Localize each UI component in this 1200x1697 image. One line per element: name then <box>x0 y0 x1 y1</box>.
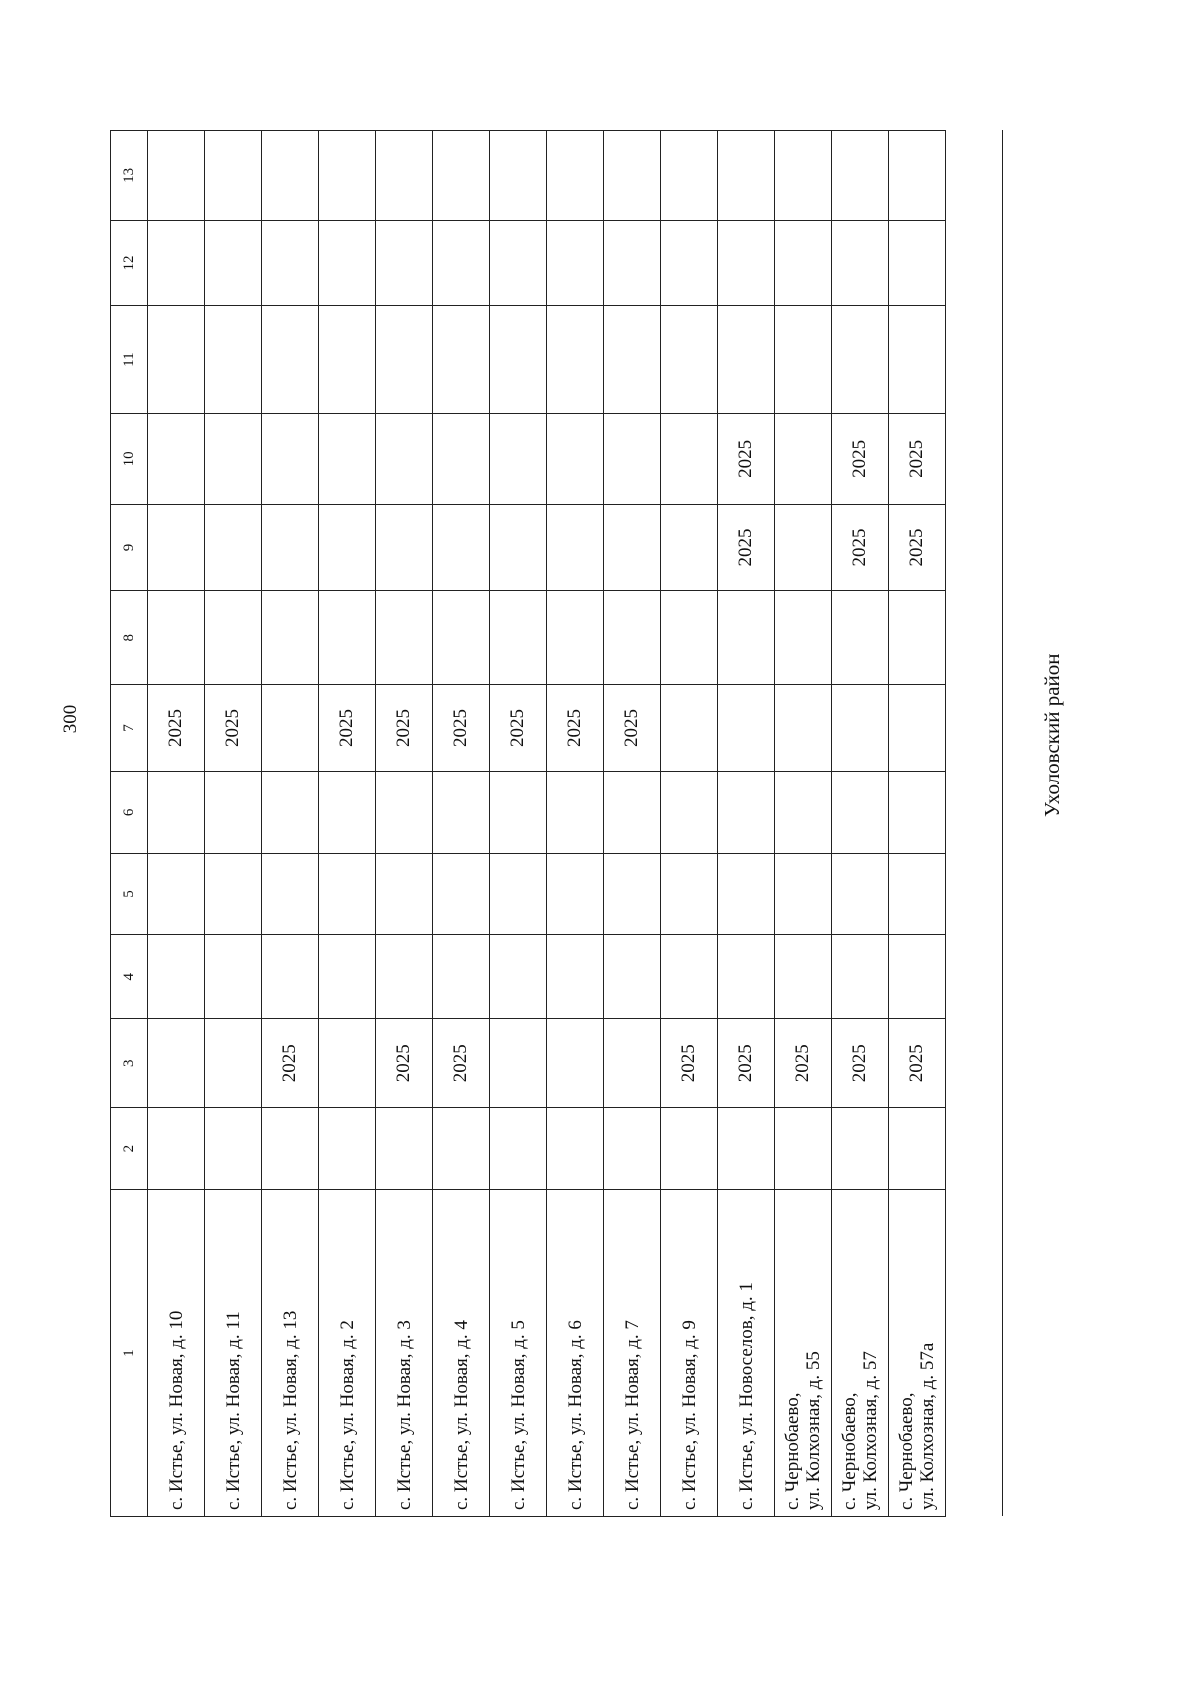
value-cell <box>433 853 490 934</box>
address-line: ул. Колхозная, д. 57 <box>860 1351 881 1510</box>
value-cell <box>205 771 262 853</box>
blank-cell <box>946 504 1003 590</box>
table-body <box>111 131 1003 1517</box>
value-cell <box>148 1108 205 1190</box>
value-cell: 2025 <box>148 685 205 771</box>
value-cell <box>718 853 775 934</box>
value-cell <box>661 853 718 934</box>
value-cell: 2025 <box>490 685 547 771</box>
blank-cell <box>946 1019 1003 1108</box>
value-cell <box>433 504 490 590</box>
value-cell <box>376 306 433 414</box>
address-line: с. Истье, ул. Новая, д. 4 <box>450 1320 472 1510</box>
value-cell <box>262 1108 319 1190</box>
table-row <box>889 131 946 1517</box>
value-cell <box>604 504 661 590</box>
value-cell <box>433 591 490 685</box>
value-cell <box>319 935 376 1019</box>
value-cell: 2025 <box>547 685 604 771</box>
value-cell <box>661 1108 718 1190</box>
value-cell <box>604 853 661 934</box>
value-cell <box>889 306 946 414</box>
value-cell <box>604 935 661 1019</box>
address-line: ул. Колхозная, д. 55 <box>803 1351 824 1510</box>
address-cell <box>490 1190 547 1517</box>
address-line: с. Чернобаево, <box>896 1392 917 1510</box>
value-cell <box>832 306 889 414</box>
value-cell <box>775 1108 832 1190</box>
value-cell <box>262 771 319 853</box>
address-cell <box>832 1190 889 1517</box>
address-cell <box>718 1190 775 1517</box>
value-cell <box>604 591 661 685</box>
value-cell <box>547 853 604 934</box>
column-header: 9 <box>111 504 148 590</box>
value-cell <box>547 504 604 590</box>
table-row <box>832 131 889 1517</box>
value-cell <box>490 131 547 221</box>
blank-cell <box>946 1108 1003 1190</box>
value-cell <box>547 306 604 414</box>
column-header: 1 <box>111 1190 148 1517</box>
value-cell <box>661 306 718 414</box>
value-cell <box>718 771 775 853</box>
value-cell <box>319 220 376 305</box>
table-row <box>148 131 205 1517</box>
address-line: с. Истье, ул. Новая, д. 9 <box>678 1320 700 1510</box>
value-cell <box>205 220 262 305</box>
value-cell <box>148 131 205 221</box>
blank-cell <box>946 685 1003 771</box>
table-row <box>376 131 433 1517</box>
value-cell <box>718 1108 775 1190</box>
value-cell <box>205 1019 262 1108</box>
value-cell: 2025 <box>889 1019 946 1108</box>
table-row <box>547 131 604 1517</box>
address-line: с. Истье, ул. Новая, д. 2 <box>336 1320 358 1510</box>
value-cell <box>832 591 889 685</box>
blank-cell <box>946 853 1003 934</box>
address-line: с. Истье, ул. Новая, д. 6 <box>564 1320 586 1510</box>
value-cell <box>661 414 718 505</box>
value-cell <box>832 220 889 305</box>
value-cell <box>376 771 433 853</box>
value-cell <box>604 771 661 853</box>
address-cell <box>775 1190 832 1517</box>
value-cell <box>775 220 832 305</box>
value-cell <box>148 935 205 1019</box>
blank-cell <box>946 131 1003 221</box>
value-cell <box>490 220 547 305</box>
address-cell <box>889 1190 946 1517</box>
value-cell <box>718 685 775 771</box>
value-cell <box>376 935 433 1019</box>
blank-cell <box>946 1190 1003 1517</box>
value-cell: 2025 <box>376 1019 433 1108</box>
value-cell <box>433 771 490 853</box>
value-cell <box>832 685 889 771</box>
value-cell <box>319 1019 376 1108</box>
value-cell <box>547 771 604 853</box>
value-cell <box>205 853 262 934</box>
address-cell <box>205 1190 262 1517</box>
value-cell <box>889 220 946 305</box>
value-cell <box>661 504 718 590</box>
address-line: с. Чернобаево, <box>782 1392 803 1510</box>
value-cell <box>376 591 433 685</box>
value-cell <box>547 935 604 1019</box>
column-header: 8 <box>111 591 148 685</box>
value-cell <box>718 306 775 414</box>
address-cell <box>148 1190 205 1517</box>
value-cell: 2025 <box>433 685 490 771</box>
value-cell <box>262 853 319 934</box>
value-cell <box>376 853 433 934</box>
value-cell <box>205 504 262 590</box>
value-cell: 2025 <box>718 414 775 505</box>
address-cell <box>604 1190 661 1517</box>
value-cell <box>376 131 433 221</box>
value-cell: 2025 <box>319 685 376 771</box>
value-cell <box>148 414 205 505</box>
value-cell <box>661 591 718 685</box>
column-header: 3 <box>111 1019 148 1108</box>
value-cell <box>205 1108 262 1190</box>
blank-cell <box>946 771 1003 853</box>
value-cell <box>832 853 889 934</box>
value-cell: 2025 <box>832 414 889 505</box>
value-cell <box>775 414 832 505</box>
value-cell <box>775 591 832 685</box>
value-cell <box>262 685 319 771</box>
value-cell <box>832 131 889 221</box>
value-cell <box>718 131 775 221</box>
value-cell <box>262 414 319 505</box>
value-cell <box>376 504 433 590</box>
value-cell: 2025 <box>889 504 946 590</box>
value-cell <box>661 220 718 305</box>
value-cell <box>889 1108 946 1190</box>
value-cell <box>889 685 946 771</box>
value-cell <box>661 935 718 1019</box>
value-cell: 2025 <box>205 685 262 771</box>
value-cell: 2025 <box>718 1019 775 1108</box>
address-line: ул. Колхозная, д. 57а <box>917 1342 938 1510</box>
value-cell <box>490 414 547 505</box>
table-row <box>490 131 547 1517</box>
district-label: Ухоловский район <box>1040 653 1064 817</box>
value-cell <box>547 220 604 305</box>
address-cell <box>262 1190 319 1517</box>
column-header: 2 <box>111 1108 148 1190</box>
value-cell <box>718 591 775 685</box>
value-cell <box>775 771 832 853</box>
value-cell <box>433 306 490 414</box>
address-line: с. Истье, ул. Новая, д. 5 <box>507 1320 529 1510</box>
table-row <box>775 131 832 1517</box>
value-cell: 2025 <box>262 1019 319 1108</box>
table-row <box>262 131 319 1517</box>
value-cell <box>433 414 490 505</box>
value-cell <box>205 591 262 685</box>
value-cell: 2025 <box>775 1019 832 1108</box>
value-cell <box>490 935 547 1019</box>
value-cell: 2025 <box>889 414 946 505</box>
value-cell <box>547 1019 604 1108</box>
address-line: с. Истье, ул. Новая, д. 3 <box>393 1320 415 1510</box>
value-cell <box>319 504 376 590</box>
address-cell <box>433 1190 490 1517</box>
value-cell <box>547 414 604 505</box>
value-cell <box>775 306 832 414</box>
blank-cell <box>946 935 1003 1019</box>
value-cell <box>661 771 718 853</box>
value-cell <box>376 220 433 305</box>
table-row <box>205 131 262 1517</box>
value-cell <box>775 685 832 771</box>
value-cell <box>775 504 832 590</box>
column-header: 11 <box>111 306 148 414</box>
value-cell <box>889 771 946 853</box>
value-cell <box>832 771 889 853</box>
value-cell <box>319 131 376 221</box>
blank-cell <box>946 306 1003 414</box>
address-line: с. Истье, ул. Новая, д. 7 <box>621 1320 643 1510</box>
blank-cell <box>946 414 1003 505</box>
value-cell <box>262 220 319 305</box>
address-cell <box>661 1190 718 1517</box>
value-cell: 2025 <box>832 1019 889 1108</box>
value-cell <box>148 771 205 853</box>
value-cell <box>319 1108 376 1190</box>
table-row <box>718 131 775 1517</box>
address-line: с. Истье, ул. Новая, д. 13 <box>279 1310 301 1510</box>
page-number: 300 <box>60 704 81 734</box>
value-cell: 2025 <box>661 1019 718 1108</box>
value-cell <box>604 1019 661 1108</box>
value-cell <box>148 1019 205 1108</box>
value-cell <box>205 935 262 1019</box>
value-cell <box>718 935 775 1019</box>
value-cell <box>889 131 946 221</box>
table-row <box>433 131 490 1517</box>
value-cell <box>319 414 376 505</box>
value-cell <box>262 504 319 590</box>
value-cell <box>604 131 661 221</box>
table-row <box>661 131 718 1517</box>
table-row <box>604 131 661 1517</box>
value-cell <box>319 591 376 685</box>
value-cell <box>376 1108 433 1190</box>
value-cell <box>148 504 205 590</box>
value-cell <box>775 131 832 221</box>
value-cell <box>832 935 889 1019</box>
column-header: 13 <box>111 131 148 221</box>
column-header: 7 <box>111 685 148 771</box>
value-cell <box>490 306 547 414</box>
value-cell <box>376 414 433 505</box>
value-cell <box>433 935 490 1019</box>
value-cell <box>604 1108 661 1190</box>
value-cell <box>547 591 604 685</box>
value-cell <box>832 1108 889 1190</box>
value-cell <box>148 220 205 305</box>
address-cell <box>376 1190 433 1517</box>
value-cell <box>319 853 376 934</box>
value-cell <box>490 591 547 685</box>
column-header: 4 <box>111 935 148 1019</box>
address-cell <box>547 1190 604 1517</box>
value-cell <box>148 591 205 685</box>
column-header: 12 <box>111 220 148 305</box>
column-header: 5 <box>111 853 148 934</box>
address-line: с. Истье, ул. Новоселов, д. 1 <box>735 1282 757 1510</box>
value-cell <box>490 1019 547 1108</box>
value-cell: 2025 <box>718 504 775 590</box>
value-cell <box>433 131 490 221</box>
value-cell <box>262 306 319 414</box>
value-cell <box>604 306 661 414</box>
value-cell <box>262 935 319 1019</box>
value-cell <box>205 414 262 505</box>
column-header: 10 <box>111 414 148 505</box>
data-table <box>110 130 1003 1517</box>
value-cell <box>490 771 547 853</box>
value-cell <box>205 306 262 414</box>
value-cell <box>262 131 319 221</box>
address-cell <box>319 1190 376 1517</box>
value-cell <box>604 220 661 305</box>
value-cell <box>775 853 832 934</box>
value-cell: 2025 <box>604 685 661 771</box>
address-line: с. Истье, ул. Новая, д. 11 <box>222 1311 244 1510</box>
value-cell <box>604 414 661 505</box>
value-cell: 2025 <box>832 504 889 590</box>
value-cell <box>148 306 205 414</box>
value-cell <box>889 935 946 1019</box>
value-cell <box>889 853 946 934</box>
value-cell <box>490 1108 547 1190</box>
value-cell <box>205 131 262 221</box>
blank-row <box>946 131 1003 1517</box>
value-cell <box>889 591 946 685</box>
value-cell <box>319 771 376 853</box>
value-cell <box>148 853 205 934</box>
value-cell <box>433 1108 490 1190</box>
column-header: 6 <box>111 771 148 853</box>
blank-cell <box>946 220 1003 305</box>
table-row <box>319 131 376 1517</box>
value-cell <box>661 685 718 771</box>
table-header-row <box>111 131 148 1517</box>
address-line: с. Чернобаево, <box>839 1392 860 1510</box>
value-cell <box>490 853 547 934</box>
address-line: с. Истье, ул. Новая, д. 10 <box>165 1310 187 1510</box>
value-cell <box>319 306 376 414</box>
value-cell <box>433 220 490 305</box>
value-cell <box>262 591 319 685</box>
value-cell <box>775 935 832 1019</box>
value-cell: 2025 <box>376 685 433 771</box>
blank-cell <box>946 591 1003 685</box>
value-cell <box>490 504 547 590</box>
value-cell: 2025 <box>433 1019 490 1108</box>
value-cell <box>661 131 718 221</box>
value-cell <box>547 131 604 221</box>
value-cell <box>547 1108 604 1190</box>
value-cell <box>718 220 775 305</box>
